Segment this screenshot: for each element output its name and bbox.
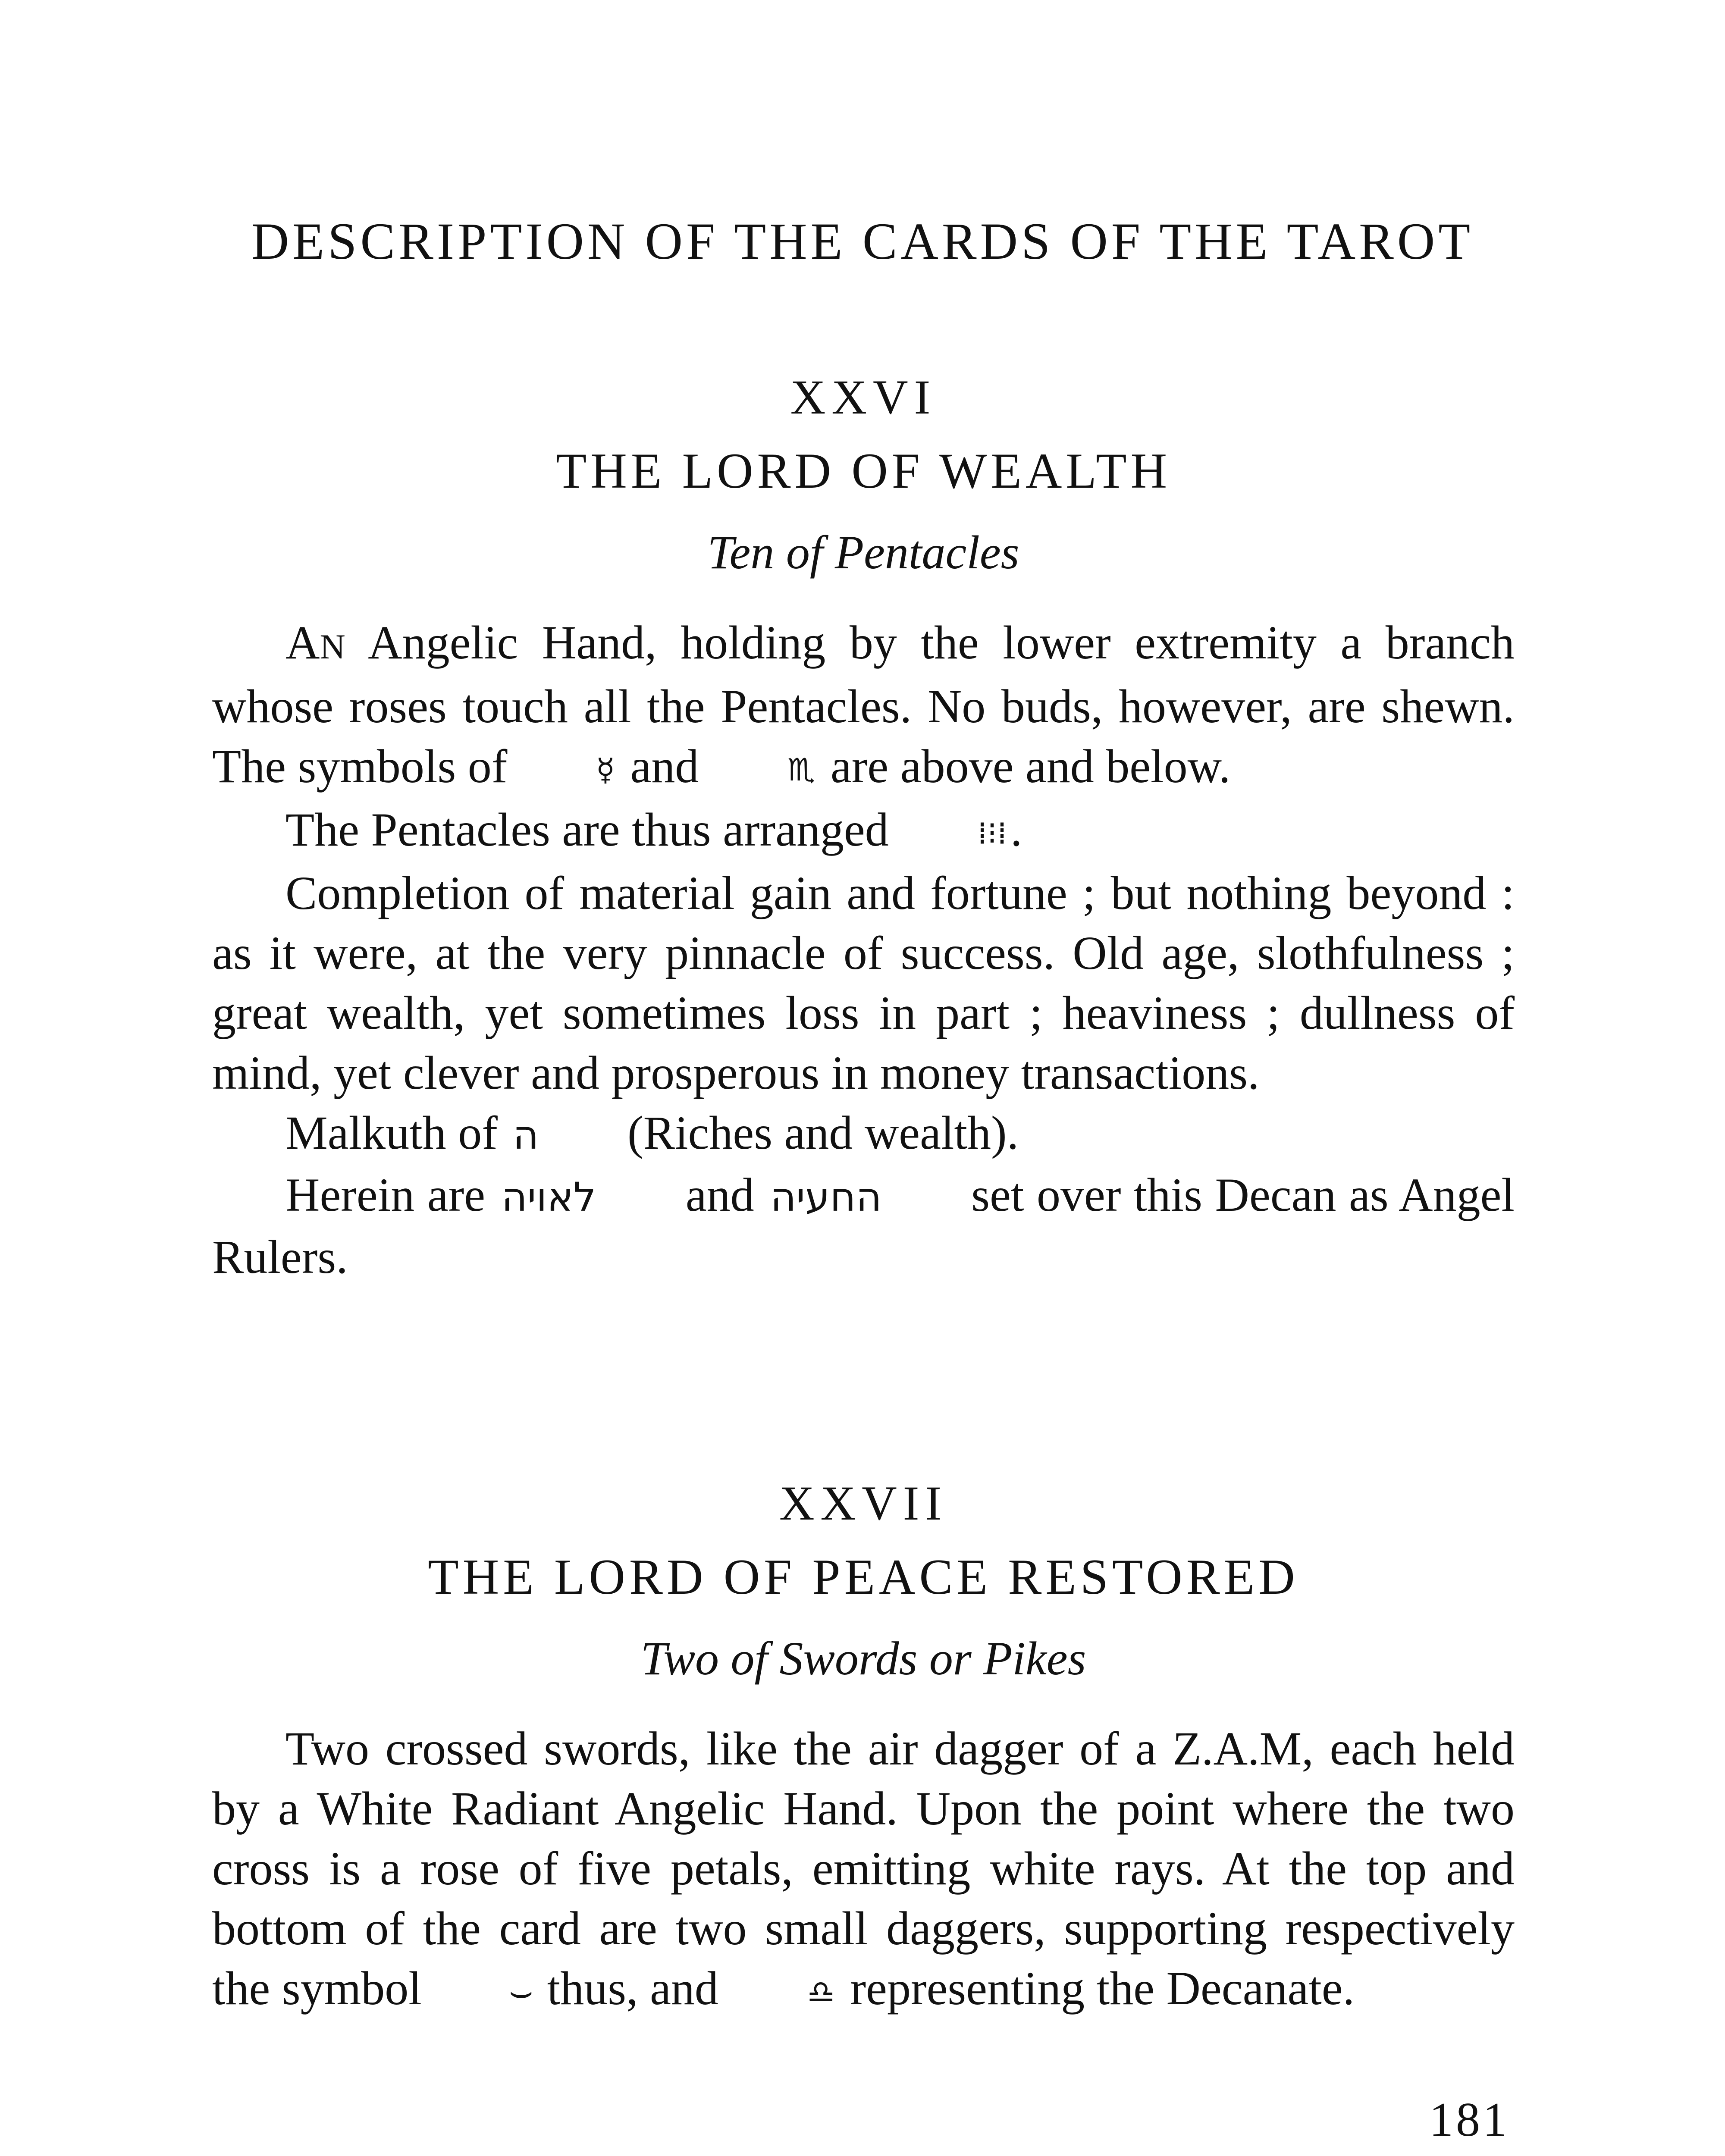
small-caps-text: N	[320, 627, 347, 666]
running-head: DESCRIPTION OF THE CARDS OF THE TAROT	[251, 213, 1474, 270]
paragraph-angel-rulers	[212, 1165, 1515, 1287]
card-title: THE LORD OF WEALTH	[555, 443, 1171, 499]
paragraph-crossed-swords	[212, 1719, 1515, 2022]
paragraph-text: thus, and	[535, 1962, 731, 2015]
paragraph-text: Malkuth of	[285, 1106, 510, 1159]
paragraph-text: and	[673, 1169, 767, 1221]
scorpio-symbol-icon: ♏	[787, 752, 815, 788]
paragraph-text: are above and below.	[819, 740, 1231, 793]
card-subtitle: Ten of Pentacles	[707, 526, 1019, 579]
hebrew-angel-name-2: החעיה	[770, 1174, 882, 1220]
paragraph-text: set over this Decan as Angel Rulers.	[212, 1169, 1515, 1283]
hebrew-angel-name-1: לאויה	[501, 1174, 596, 1220]
paragraph-text: .	[1010, 803, 1022, 856]
drop-initial: A	[285, 616, 320, 669]
card-section-xxvii	[212, 1476, 1515, 2022]
paragraph-meaning: Completion of material gain and fortune ; but nothing beyond : as it were, at the very pinnacle of success. Old age, slothfulness ; great wealth, yet sometimes loss in part ; heaviness ; dullness of mind, yet clever and prosperous in money transactions.	[212, 867, 1515, 1099]
paragraph-text: and	[618, 740, 711, 793]
paragraph-text: The Pentacles are thus arranged	[285, 803, 901, 856]
paragraph-malkuth	[212, 1103, 1515, 1165]
paragraph-text: (Riches and wealth).	[615, 1106, 1019, 1159]
mercury-symbol-icon: ☿	[596, 752, 615, 788]
card-section-xxvi	[212, 370, 1515, 1287]
paragraph-angelic-hand	[212, 613, 1515, 800]
paragraph-text: Herein are	[285, 1169, 498, 1221]
moon-symbol-icon: ⌣	[508, 1969, 534, 2013]
card-numeral: XXVII	[779, 1476, 948, 1530]
pentacle-arrangement-icon: ⁞⁝⁞	[977, 815, 1007, 851]
card-description	[212, 613, 1515, 1287]
card-subtitle: Two of Swords or Pikes	[640, 1632, 1086, 1685]
card-title: THE LORD OF PEACE RESTORED	[428, 1549, 1299, 1605]
hebrew-letter-he: ה	[513, 1112, 539, 1158]
paragraph-text: Angelic Hand, holding by the lower extremity a branch whose roses touch all the Pentacles. No buds, however, are shewn. The symbols of	[212, 616, 1515, 793]
page-number: 181	[1429, 2093, 1509, 2147]
card-description	[212, 1719, 1515, 2022]
paragraph-arrangement	[212, 800, 1515, 863]
libra-symbol-icon: ♎	[807, 1974, 835, 2010]
paragraph-text: representing the Decanate.	[838, 1962, 1355, 2015]
card-numeral: XXVI	[790, 370, 937, 424]
paragraph-text: Two crossed swords, like the air dagger of a Z.A.M, each held by a White Radiant Angelic Hand. Upon the point where the two cross is a rose of five petals, emitting white rays. At the top and bottom of the card are two small daggers, supporting respectively the symbol	[212, 1722, 1515, 2015]
